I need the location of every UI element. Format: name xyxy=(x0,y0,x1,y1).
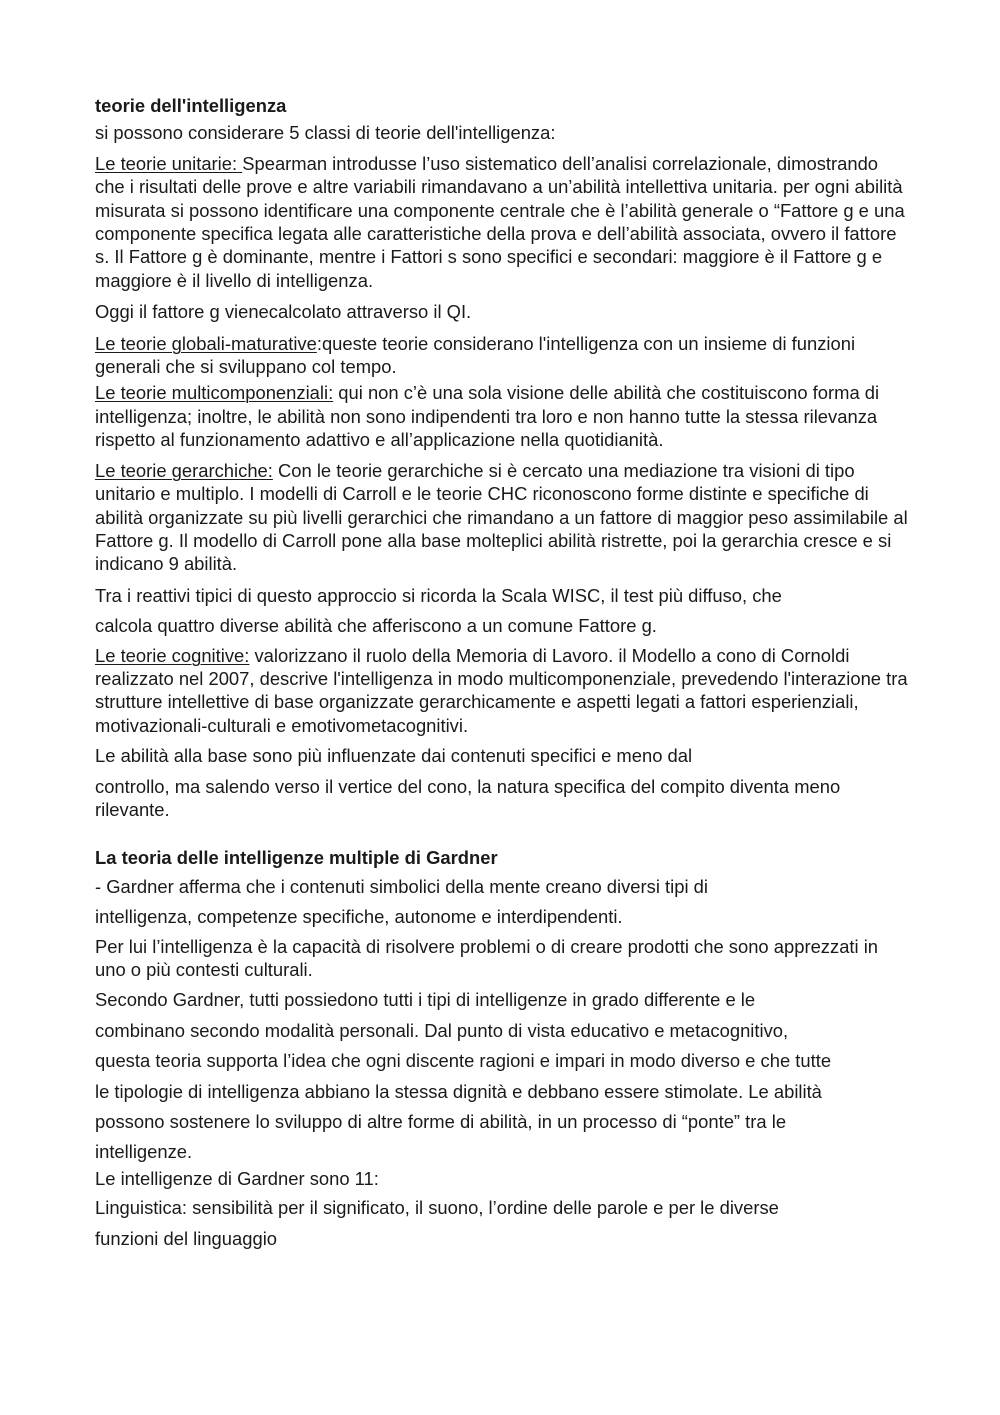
gardner-definition: Per lui l’intelligenza è la capacità di risolvere problemi o di creare prodotti che sono apprezzati in uno o più contesti culturali. xyxy=(95,935,879,980)
text-globali: :queste teorie considerano l'intelligenza con un insieme di funzioni generali che si sviluppano col tempo. xyxy=(95,332,856,378)
term-unitarie: Le teorie unitarie: xyxy=(95,152,243,174)
term-cognitive: Le teorie cognitive: xyxy=(95,644,250,666)
text-gerarchiche: Con le teorie gerarchiche si è cercato una mediazione tra visioni di tipo unitario e multiplo. I modelli di Carroll e le teorie CHC riconoscono forme distinte e specifiche di abilità organizzate su più livelli gerarchici che rimandano a un fattore di maggior peso assimilabile al Fattore g. Il modello di Carroll pone alla base molteplici abilità ristrette, poi la gerarchia cresce e si indicano 9 abilità. xyxy=(95,459,908,575)
paragraph-unitarie xyxy=(95,152,910,292)
paragraph-cognitive xyxy=(95,644,910,738)
gardner-line-4: le tipologie di intelligenza abbiano la stessa dignità e debbano essere stimolate. Le abilità xyxy=(95,1080,822,1102)
paragraph-cono-line1: Le abilità alla base sono più influenzate dai contenuti specifici e meno dal xyxy=(95,745,693,767)
gardner-title: La teoria delle intelligenze multiple di Gardner xyxy=(95,847,498,869)
paragraph-gerarchiche xyxy=(95,459,910,576)
section-title: teorie dell'intelligenza xyxy=(95,95,287,116)
text-unitarie: Spearman introdusse l’uso sistematico dell’analisi correlazionale, dimostrando che i risultati delle prove e altre variabili rimandavano a un’abilità intellettiva unitaria. per ogni abilità misurata si possono identificare una componente centrale che è l’abilità generale o “Fattore g e una componente specifica legata alle caratteristiche della prova e dell’abilità associata, ovvero il fattore s. Il Fattore g è dominante, mentre i Fattori s sono specifici e secondari: maggiore è il Fattore g e maggiore è il livello di intelligenza. xyxy=(95,152,905,291)
paragraph-qi: Oggi il fattore g vienecalcolato attraverso il QI. xyxy=(95,301,472,323)
text-multicomponenziali: qui non c’è una sola visione delle abilità che costituiscono forma di intelligenza; inoltre, le abilità non sono indipendenti tra loro e non hanno tutte la stessa rilevanza rispetto al funzionamento adattivo e all’applicazione nella quotidianità. xyxy=(95,382,880,451)
text-cognitive: valorizzano il ruolo della Memoria di Lavoro. il Modello a cono di Cornoldi realizzato nel 2007, descrive l'intelligenza in modo multicomponenziale, prevedendo l'interazione tra strutture intellettive di base organizzate gerarchicamente e aspetti legati a fattori esperienziali, motivazionali-culturali e emotivometacognitivi. xyxy=(95,644,908,736)
gardner-count: Le intelligenze di Gardner sono 11: xyxy=(95,1167,379,1189)
gardner-line-1: Secondo Gardner, tutti possiedono tutti i tipi di intelligenze in grado differente e le xyxy=(95,989,756,1011)
intro-paragraph: si possono considerare 5 classi di teorie dell'intelligenza: xyxy=(95,122,556,144)
term-globali: Le teorie globali-maturative xyxy=(95,332,317,354)
paragraph-cono-line2: controllo, ma salendo verso il vertice del cono, la natura specifica del compito diventa meno rilevante. xyxy=(95,775,841,820)
term-multicomponenziali: Le teorie multicomponenziali: xyxy=(95,382,334,404)
paragraph-multicomponenziali xyxy=(95,381,910,451)
term-gerarchiche: Le teorie gerarchiche: xyxy=(95,459,273,481)
gardner-line2: intelligenza, competenze specifiche, autonome e interdipendenti. xyxy=(95,906,623,928)
linguistica-line1: Linguistica: sensibilità per il significato, il suono, l’ordine delle parole e per le diverse xyxy=(95,1197,779,1219)
gardner-line-6: intelligenze. xyxy=(95,1141,193,1163)
paragraph-globali xyxy=(95,332,910,379)
paragraph-wisc-line1: Tra i reattivi tipici di questo approccio si ricorda la Scala WISC, il test più diffuso, che xyxy=(95,584,782,606)
paragraph-wisc-line2: calcola quattro diverse abilità che afferiscono a un comune Fattore g. xyxy=(95,615,657,637)
gardner-line-3: questa teoria supporta l’idea che ogni discente ragioni e impari in modo diverso e che tutte xyxy=(95,1050,832,1072)
linguistica-line2: funzioni del linguaggio xyxy=(95,1227,278,1249)
gardner-line1: - Gardner afferma che i contenuti simbolici della mente creano diversi tipi di xyxy=(95,875,708,897)
gardner-line-2: combinano secondo modalità personali. Dal punto di vista educativo e metacognitivo, xyxy=(95,1019,789,1041)
gardner-line-5: possono sostenere lo sviluppo di altre forme di abilità, in un processo di “ponte” tra le xyxy=(95,1111,787,1133)
document-body xyxy=(95,94,910,1250)
